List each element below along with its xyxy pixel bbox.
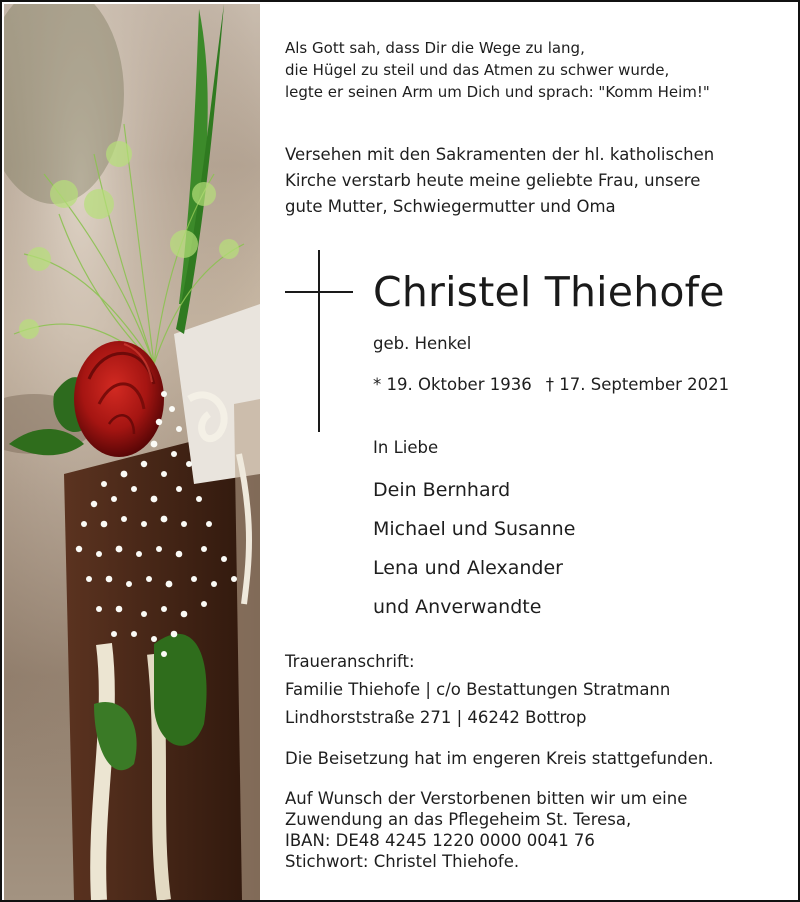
mourner-name: und Anverwandte <box>373 596 542 618</box>
life-dates <box>373 373 729 397</box>
mourners-list <box>373 473 575 629</box>
burial-note: Die Beisetzung hat im engeren Kreis stattgefunden. <box>285 749 714 768</box>
mourner-name: Michael und Susanne <box>373 518 576 540</box>
mourner-name: Lena und Alexander <box>373 557 563 579</box>
announcement-line: Kirche verstarb heute meine geliebte Frau, unsere <box>285 171 701 190</box>
donation-line: IBAN: DE48 4245 1220 0000 0041 76 <box>285 831 595 850</box>
donation-line: Zuwendung an das Pflegeheim St. Teresa, <box>285 810 632 829</box>
memorial-poem <box>285 37 710 103</box>
rose-bouquet-illustration <box>4 4 260 900</box>
cross-icon <box>285 250 355 432</box>
poem-line: legte er seinen Arm um Dich und sprach: "Komm Heim!" <box>285 83 710 101</box>
announcement-line: gute Mutter, Schwiegermutter und Oma <box>285 197 616 216</box>
rose-bouquet-photo <box>4 4 260 900</box>
donation-line: Auf Wunsch der Verstorbenen bitten wir um eine <box>285 789 688 808</box>
donation-line: Stichwort: Christel Thiehofe. <box>285 852 520 871</box>
address-line: Traueranschrift: <box>285 652 415 671</box>
mourning-address <box>285 648 670 732</box>
death-announcement <box>285 142 714 220</box>
death-date: † 17. September 2021 <box>545 375 730 394</box>
mourner-name: Dein Bernhard <box>373 479 511 501</box>
deceased-name: Christel Thiehofe <box>373 268 725 316</box>
mourners-heading: In Liebe <box>373 438 439 457</box>
poem-line: die Hügel zu steil und das Atmen zu schwer wurde, <box>285 61 670 79</box>
birth-date: * 19. Oktober 1936 <box>373 375 532 394</box>
address-line: Familie Thiehofe | c/o Bestattungen Stratmann <box>285 680 671 699</box>
red-rose <box>74 341 164 457</box>
announcement-line: Versehen mit den Sakramenten der hl. katholischen <box>285 145 715 164</box>
donation-request <box>285 788 687 872</box>
poem-line: Als Gott sah, dass Dir die Wege zu lang, <box>285 39 585 57</box>
birth-name: geb. Henkel <box>373 334 472 353</box>
address-line: Lindhorststraße 271 | 46242 Bottrop <box>285 708 587 727</box>
